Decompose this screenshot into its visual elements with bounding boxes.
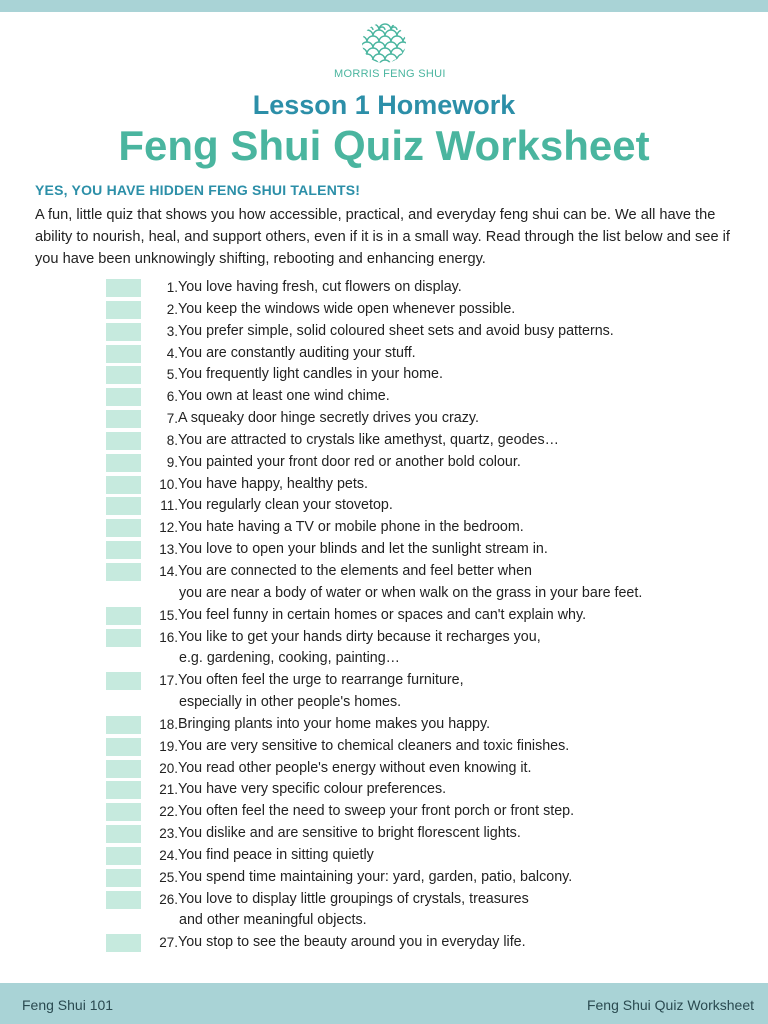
quiz-item-line: You are very sensitive to chemical cleaners and toxic finishes. — [178, 737, 570, 754]
quiz-item-text — [178, 408, 748, 430]
quiz-item — [0, 714, 768, 736]
quiz-item-line: You feel funny in certain homes or spaces and can't explain why. — [178, 606, 587, 623]
quiz-checkbox[interactable] — [106, 497, 141, 515]
quiz-item-text — [178, 277, 748, 299]
quiz-item-number: 1. — [166, 280, 178, 295]
quiz-checkbox[interactable] — [106, 803, 141, 821]
quiz-list — [0, 277, 768, 954]
quiz-item — [0, 364, 768, 386]
quiz-item-text — [178, 321, 748, 343]
quiz-checkbox[interactable] — [106, 738, 141, 756]
quiz-item-line: You prefer simple, solid coloured sheet sets and avoid busy patterns. — [178, 322, 614, 339]
quiz-checkbox[interactable] — [106, 891, 141, 909]
logo — [334, 22, 446, 80]
quiz-item — [0, 277, 768, 299]
quiz-item-line: You frequently light candles in your home. — [178, 366, 443, 383]
quiz-item — [0, 823, 768, 845]
quiz-checkbox[interactable] — [106, 366, 141, 384]
quiz-item-text — [178, 561, 748, 605]
quiz-checkbox[interactable] — [106, 607, 141, 625]
quiz-item-text — [178, 605, 748, 627]
quiz-item-line: You have happy, healthy pets. — [178, 475, 368, 492]
quiz-item-text — [178, 670, 748, 714]
quiz-item-text — [178, 845, 748, 867]
quiz-item-number: 27. — [159, 935, 178, 951]
page-title: Feng Shui Quiz Worksheet — [118, 122, 650, 169]
quiz-item-line: You painted your front door red or another bold colour. — [178, 453, 521, 470]
quiz-item — [0, 430, 768, 452]
quiz-item-text — [178, 474, 748, 496]
quiz-item-number: 7. — [166, 411, 178, 427]
quiz-item-number: 23. — [159, 826, 178, 842]
quiz-checkbox[interactable] — [106, 279, 141, 297]
quiz-item — [0, 452, 768, 474]
quiz-item — [0, 932, 768, 954]
quiz-item-text — [178, 539, 748, 561]
quiz-item-line: You like to get your hands dirty because it recharges you, — [178, 628, 541, 645]
quiz-checkbox[interactable] — [106, 760, 141, 778]
quiz-item — [0, 605, 768, 627]
quiz-item-line: You have very specific colour preferences. — [178, 781, 447, 798]
quiz-item-line: and other meaningful objects. — [179, 912, 367, 929]
quiz-item-text — [178, 823, 748, 845]
quiz-item-line: You stop to see the beauty around you in everyday life. — [178, 934, 526, 951]
footer-worksheet-name: Feng Shui Quiz Worksheet — [586, 997, 754, 1013]
quiz-checkbox[interactable] — [106, 345, 141, 363]
quiz-item-text — [178, 452, 748, 474]
quiz-item — [0, 627, 768, 671]
quiz-item-number: 16. — [159, 629, 178, 645]
quiz-item-text — [178, 932, 748, 954]
quiz-checkbox[interactable] — [106, 629, 141, 647]
quiz-item-line: e.g. gardening, cooking, painting… — [179, 650, 400, 667]
quiz-checkbox[interactable] — [106, 541, 141, 559]
quiz-checkbox[interactable] — [106, 432, 141, 450]
quiz-item — [0, 474, 768, 496]
quiz-item-line: You love to display little groupings of crystals, treasures — [178, 890, 529, 907]
quiz-item — [0, 889, 768, 933]
quiz-item-number: 3. — [166, 323, 178, 339]
quiz-item-number: 20. — [159, 760, 178, 776]
quiz-item — [0, 561, 768, 605]
quiz-item-number: 17. — [159, 673, 178, 689]
quiz-item — [0, 801, 768, 823]
quiz-checkbox[interactable] — [106, 388, 141, 406]
quiz-item-text — [178, 495, 748, 517]
quiz-item-line: You are attracted to crystals like amethyst, quartz, geodes… — [178, 431, 559, 448]
quiz-item-number: 14. — [159, 563, 178, 579]
quiz-item-line: you are near a body of water or when walk on the grass in your bare feet. — [179, 584, 643, 601]
quiz-item-text — [178, 779, 748, 801]
quiz-item-text — [178, 736, 748, 758]
quiz-item-number: 26. — [159, 891, 178, 907]
intro-paragraph: A fun, little quiz that shows you how accessible, practical, and everyday feng shui can be. We all have the ability to nourish, heal, and support others, even if it is in a small way. Read through the list below and see if you have been unknowingly shifting, rebooting and enhancing energy. — [35, 207, 730, 267]
quiz-item — [0, 758, 768, 780]
quiz-item-number: 25. — [159, 869, 178, 885]
quiz-item — [0, 845, 768, 867]
quiz-item-text — [178, 343, 748, 365]
quiz-item-line: You hate having a TV or mobile phone in the bedroom. — [178, 519, 524, 536]
quiz-item-line: You keep the windows wide open whenever possible. — [178, 300, 516, 317]
quiz-checkbox[interactable] — [106, 934, 141, 952]
quiz-item — [0, 343, 768, 365]
quiz-item — [0, 670, 768, 714]
quiz-item-number: 2. — [166, 301, 178, 317]
quiz-checkbox[interactable] — [106, 301, 141, 319]
lesson-title: Lesson 1 Homework — [252, 90, 516, 120]
quiz-item-line: You own at least one wind chime. — [178, 388, 390, 405]
footer — [0, 983, 768, 1024]
quiz-item-line: You are constantly auditing your stuff. — [178, 344, 416, 361]
top-bar — [0, 0, 768, 12]
quiz-checkbox[interactable] — [106, 519, 141, 537]
quiz-item — [0, 867, 768, 889]
quiz-item — [0, 321, 768, 343]
quiz-item-number: 19. — [159, 738, 178, 754]
quiz-item-number: 9. — [166, 454, 178, 470]
quiz-item-text — [178, 386, 748, 408]
quiz-item-line: You are connected to the elements and feel better when — [178, 562, 532, 579]
quiz-item-number: 15. — [159, 607, 178, 623]
logo-brand-text: MORRIS FENG SHUI — [334, 68, 446, 80]
quiz-item-line: You read other people's energy without even knowing it. — [178, 759, 532, 776]
quiz-item — [0, 539, 768, 561]
quiz-checkbox[interactable] — [106, 825, 141, 843]
quiz-item-number: 12. — [159, 520, 178, 536]
quiz-item-number: 13. — [159, 542, 178, 558]
scallop-pattern-icon — [361, 22, 407, 64]
intro-heading: YES, YOU HAVE HIDDEN FENG SHUI TALENTS! — [35, 182, 361, 198]
quiz-item — [0, 299, 768, 321]
quiz-checkbox[interactable] — [106, 781, 141, 799]
quiz-item-line: You regularly clean your stovetop. — [178, 497, 393, 514]
quiz-item-line: You love to open your blinds and let the sunlight stream in. — [178, 541, 548, 558]
quiz-item-number: 24. — [159, 847, 178, 863]
footer-course-name: Feng Shui 101 — [22, 997, 114, 1013]
quiz-item-text — [178, 299, 748, 321]
quiz-checkbox[interactable] — [106, 672, 141, 690]
quiz-item-text — [178, 364, 748, 386]
quiz-item-text — [178, 430, 748, 452]
quiz-item — [0, 495, 768, 517]
quiz-checkbox[interactable] — [106, 869, 141, 887]
quiz-item-number: 11. — [160, 498, 178, 514]
quiz-item-text — [178, 517, 748, 539]
quiz-checkbox[interactable] — [106, 323, 141, 341]
quiz-checkbox[interactable] — [106, 410, 141, 428]
quiz-item-text — [178, 801, 748, 823]
quiz-item — [0, 408, 768, 430]
quiz-item-line: You spend time maintaining your: yard, garden, patio, balcony. — [178, 868, 573, 885]
quiz-item-line: A squeaky door hinge secretly drives you crazy. — [178, 410, 479, 427]
quiz-item — [0, 779, 768, 801]
quiz-item — [0, 517, 768, 539]
quiz-item-number: 4. — [166, 345, 178, 361]
quiz-item-line: You find peace in sitting quietly — [178, 846, 374, 863]
quiz-checkbox[interactable] — [106, 716, 141, 734]
quiz-item-line: especially in other people's homes. — [179, 693, 402, 710]
quiz-item-number: 8. — [166, 432, 178, 448]
quiz-item-number: 21. — [159, 782, 178, 798]
quiz-item-line: You love having fresh, cut flowers on display. — [178, 279, 462, 295]
quiz-checkbox[interactable] — [106, 847, 141, 865]
quiz-item-line: Bringing plants into your home makes you happy. — [178, 715, 491, 732]
quiz-item-line: You often feel the need to sweep your front porch or front step. — [178, 803, 575, 820]
quiz-item-number: 10. — [159, 476, 178, 492]
quiz-item-line: You often feel the urge to rearrange furniture, — [178, 672, 464, 689]
quiz-item-number: 22. — [159, 804, 178, 820]
quiz-item-number: 18. — [159, 716, 178, 732]
quiz-item-text — [178, 889, 748, 933]
quiz-checkbox[interactable] — [106, 476, 141, 494]
quiz-item-text — [178, 714, 748, 736]
quiz-item-number: 6. — [166, 389, 178, 405]
quiz-item — [0, 386, 768, 408]
quiz-item-line: You dislike and are sensitive to bright florescent lights. — [178, 825, 521, 842]
quiz-item-text — [178, 867, 748, 889]
quiz-item-number: 5. — [166, 367, 178, 383]
quiz-item-text — [178, 627, 748, 671]
quiz-checkbox[interactable] — [106, 454, 141, 472]
quiz-item-text — [178, 758, 748, 780]
quiz-item — [0, 736, 768, 758]
quiz-checkbox[interactable] — [106, 563, 141, 581]
